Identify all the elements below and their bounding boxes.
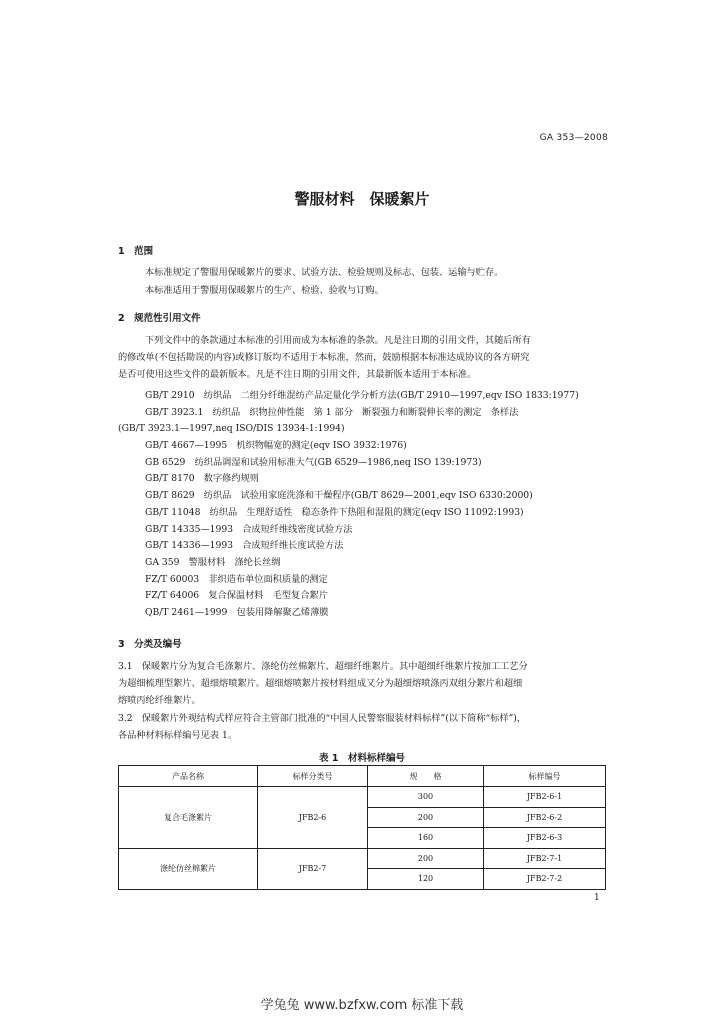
- class-number-cell: JFB2-6: [258, 787, 368, 849]
- product-name-cell: 涤纶仿丝棉絮片: [119, 848, 258, 889]
- spec-cell: 120: [368, 869, 484, 890]
- page-number: 1: [594, 893, 600, 903]
- scope-paragraph-2: 本标准适用于警服用保暖絮片的生产、检验、验收与订购。: [145, 285, 384, 296]
- reference-item: QB/T 2461—1999 包装用降解聚乙烯薄膜: [145, 606, 329, 618]
- reference-item: GB/T 14336—1993 合成短纤维长度试验方法: [145, 540, 344, 552]
- reference-item: FZ/T 64006 复合保温材料 毛型复合絮片: [145, 590, 328, 602]
- product-name-cell: 复合毛涤絮片: [119, 787, 258, 849]
- clause-3-1-line-1: 3.1 保暖絮片分为复合毛涤絮片、涤纶仿丝棉絮片、超细纤维絮片。其中超细纤维絮片按加工工艺分: [118, 661, 528, 672]
- spec-cell: 300: [368, 787, 484, 808]
- reference-item: GB 6529 纺织品调湿和试验用标准大气(GB 6529—1986,neq ISO 139:1973): [145, 456, 482, 468]
- class-number-cell: JFB2-7: [258, 848, 368, 889]
- sample-code-cell: JFB2-6-3: [484, 828, 606, 849]
- sample-number-table: [118, 765, 606, 890]
- section-2-heading: 2 规范性引用文件: [118, 313, 201, 324]
- normative-reference-list: [118, 388, 579, 622]
- scope-paragraph-1: 本标准规定了警服用保暖絮片的要求、试验方法、检验规则及标志、包装、运输与贮存。: [145, 267, 504, 278]
- reference-item: FZ/T 60003 非织造布单位面积质量的测定: [145, 573, 328, 585]
- refs-intro-line-1: 下列文件中的条款通过本标准的引用而成为本标准的条款。凡是注日期的引用文件，其随后所有: [145, 335, 531, 346]
- document-title: 警服材料 保暖絮片: [294, 190, 430, 208]
- table-row: [119, 787, 606, 808]
- reference-item: GB/T 4667—1995 机织物幅宽的测定(eqv ISO 3932:1976): [145, 440, 407, 452]
- table-caption: 表 1 材料标样编号: [319, 753, 405, 764]
- reference-item: GB/T 14335—1993 合成短纤维线密度试验方法: [145, 523, 353, 535]
- reference-item-continuation: (GB/T 3923.1—1997,neq ISO/DIS 13934-1:1994): [118, 423, 345, 435]
- column-header: 标样分类号: [258, 766, 368, 787]
- section-1-heading: 1 范围: [118, 246, 154, 257]
- column-header: 产品名称: [119, 766, 258, 787]
- column-header: 规 格: [368, 766, 484, 787]
- spec-cell: 160: [368, 828, 484, 849]
- spec-cell: 200: [368, 848, 484, 869]
- column-header: 标样编号: [484, 766, 606, 787]
- sample-code-cell: JFB2-6-2: [484, 807, 606, 828]
- reference-item: GB/T 3923.1 纺织品 织物拉伸性能 第 1 部分 断裂强力和断裂伸长率的测定 条样法: [145, 406, 519, 418]
- spec-cell: 200: [368, 807, 484, 828]
- refs-intro-line-3: 是否可使用这些文件的最新版本。凡是不注日期的引用文件，其最新版本适用于本标准。: [118, 369, 477, 380]
- reference-item: GA 359 警服材料 涤纶长丝绸: [145, 556, 281, 568]
- footer-watermark: 学兔兔 www.bzfxw.com 标准下载: [260, 998, 464, 1013]
- clause-3-2-line-1: 3.2 保暖絮片外观结构式样应符合主管部门批准的“中国人民警察服装材料标样”(以下简称“标样”)，: [118, 713, 527, 724]
- refs-intro-line-2: 的修改单(不包括勘误的内容)或修订版均不适用于本标准，然而，鼓励根据本标准达成协议的各方研究: [118, 352, 530, 363]
- sample-code-cell: JFB2-7-1: [484, 848, 606, 869]
- clause-3-2-line-2: 各品种材料标样编号见表 1。: [118, 730, 238, 741]
- table-header-row: [119, 766, 606, 787]
- sample-code-cell: JFB2-7-2: [484, 869, 606, 890]
- clause-3-1-line-2: 为超细梳理型絮片、超细熔喷絮片。超细熔喷絮片按材料组成又分为超细熔喷涤丙双组分絮片和超细: [118, 678, 523, 689]
- standard-code: GA 353—2008: [539, 133, 608, 143]
- reference-item: GB/T 11048 纺织品 生理舒适性 稳态条件下热阻和湿阻的测定(eqv ISO 11092:1993): [145, 506, 524, 518]
- table-row: [119, 848, 606, 869]
- reference-item: GB/T 8170 数字修约规则: [145, 473, 259, 485]
- clause-3-1-line-3: 熔喷丙纶纤维絮片。: [118, 695, 201, 706]
- reference-item: GB/T 8629 纺织品 试验用家庭洗涤和干燥程序(GB/T 8629—2001,eqv ISO 6330:2000): [145, 490, 533, 502]
- reference-item: GB/T 2910 纺织品 二组分纤维混纺产品定量化学分析方法(GB/T 2910—1997,eqv ISO 1833:1977): [145, 390, 579, 401]
- sample-code-cell: JFB2-6-1: [484, 787, 606, 808]
- section-3-heading: 3 分类及编号: [118, 639, 182, 650]
